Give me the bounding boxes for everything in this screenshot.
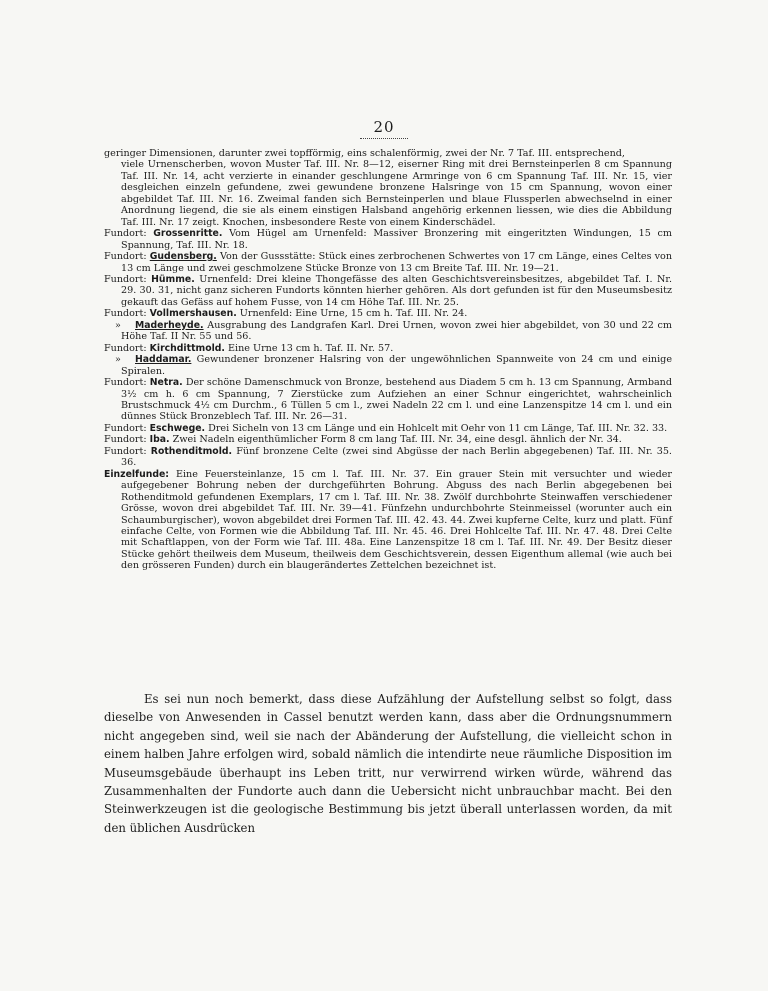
entry-einzelfunde: Einzelfunde: Eine Feuersteinlanze, 15 cm l. Taf. III. Nr. 37. Ein grauer Stein mit versuchter und wieder aufgegebener Bohrung neben der durchgeführten Bohrung. Abguss des nach Berlin abgegebenen bei Rothenditmold gefundenen Exemplars, 17 cm l. Taf. III. Nr. 38. Zwölf durchbohrte Steinwaffen verschiedener Grösse, wovon drei abgebildet Taf. III. Nr. 39—41. Fünfzehn undurchbohrte Steinmeissel (worunter auch ein Schaumburgischer), wovon abgebildet drei Formen Taf. III. 42. 43. 44. Zwei kupferne Celte, kurz und platt. Fünf einfache Celte, von Formen wie die Abbildung Taf. III. Nr. 45. 46. Drei Hohlcelte Taf. III. Nr. 47. 48. Drei Celte mit Schaftlappen, von der Form wie Taf. III. 48a. Eine Lanzenspitze 18 cm l. Taf. III. Nr. 49. Der Besitz dieser Stücke gehört theilweis dem Museum, theilweis dem Geschichtsverein, dessen Eigenthum allemal (wie auch bei den grösseren Funden) durch ein blaugerändertes Zettelchen bezeichnet ist.	[104, 468, 672, 572]
entry-kirchdittmold: Fundort: Kirchdittmold. Eine Urne 13 cm h. Taf. II. Nr. 57.	[104, 342, 394, 354]
catalogue-text	[104, 148, 672, 572]
body-text	[104, 690, 672, 837]
body-paragraph: Es sei nun noch bemerkt, dass diese Aufzählung der Aufstellung selbst so folgt, dass dieselbe von Anwesenden in Cassel benutzt werden kann, dass aber die Ordnungsnummern nicht angegeben sind, weil sie nach der Abänderung der Aufstellung, die vielleicht schon in einem halben Jahre erfolgen wird, sobald nämlich die intendirte neue räumliche Disposition im Museumsgebäude überhaupt ins Leben tritt, nur verwirrend wirken würde, während das Zusammenhalten der Fundorte auch dann die Uebersicht nicht unbrauchbar macht. Bei den Steinwerkzeugen ist die geologische Bestimmung bis jetzt überall unterlassen worden, da mit den üblichen Ausdrücken	[104, 692, 672, 835]
page-number: 20	[0, 118, 768, 139]
intro-first-line: geringer Dimensionen, darunter zwei topfförmig, eins schalenförmig, zwei der Nr. 7 Taf. III. entsprechend,	[104, 148, 625, 159]
entry-iba: Fundort: Iba. Zwei Nadeln eigenthümlicher Form 8 cm lang Taf. III. Nr. 34, eine desgl. ähnlich der Nr. 34.	[104, 434, 622, 446]
entry-vollmershausen: Fundort: Vollmershausen. Urnenfeld: Eine Urne, 15 cm h. Taf. III. Nr. 24.	[104, 308, 468, 320]
intro-continuation: viele Urnenscherben, wovon Muster Taf. III. Nr. 8—12, eiserner Ring mit drei Bernsteinperlen 8 cm Spannung Taf. III. Nr. 14, acht verzierte in einander geschlungene Armringe von 6 cm Spannung Taf. III. Nr. 15, vier desgleichen einzeln gefundene, zwei gewundene bronzene Halsringe von 15 cm Spannung, wovon einer abgebildet Taf. III. Nr. 16. Zweimal fanden sich Bernsteinperlen und blaue Flussperlen abwechselnd in einer Anordnung liegend, die sie als einem einstigen Halsband angehörig erkennen liessen, wie dies die Abbildung Taf. III. Nr. 17 zeigt. Knochen, insbesondere Reste von einem Kinderschädel.	[121, 159, 672, 228]
entry-haddamar: » Haddamar. Gewundener bronzener Halsring von der ungewöhnlichen Spannweite von 24 cm und einige Spiralen.	[115, 354, 672, 377]
entry-rothenditmold: Fundort: Rothenditmold. Fünf bronzene Celte (zwei sind Abgüsse der nach Berlin abgegebenen) Taf. III. Nr. 35. 36.	[104, 445, 672, 469]
entry-gudensberg: Fundort: Gudensberg. Von der Gussstätte: Stück eines zerbrochenen Schwertes von 17 cm Länge, eines Celtes von 13 cm Länge und zwei geschmolzene Stücke Bronze von 13 cm Breite Taf. III. Nr. 19—21.	[104, 251, 672, 274]
entry-eschwege: Fundort: Eschwege. Drei Sicheln von 13 cm Länge und ein Hohlcelt mit Oehr von 11 cm Länge, Taf. III. Nr. 32. 33.	[104, 422, 668, 434]
page-number-rule	[360, 138, 408, 139]
entry-netra: Fundort: Netra. Der schöne Damenschmuck von Bronze, bestehend aus Diadem 5 cm h. 13 cm Spannung, Armband 3½ cm h. 6 cm Spannung, 7 Zierstücke zum Aufziehen an einer Schnur eingerichtet, wahrscheinlich Brustschmuck 4½ cm Durchm., 6 Tüllen 5 cm l., zwei Nadeln 22 cm l. und eine Lanzenspitze 14 cm l. und ein dünnes Stück Bronzeblech Taf. III. Nr. 26—31.	[104, 377, 672, 423]
entry-maderheyde: » Maderheyde. Ausgrabung des Landgrafen Karl. Drei Urnen, wovon zwei hier abgebildet, von 30 und 22 cm Höhe Taf. II Nr. 55 und 56.	[115, 319, 672, 343]
entry-grossenritte: Fundort: Grossenritte. Vom Hügel am Urnenfeld: Massiver Bronzering mit eingeritzten Windungen, 15 cm Spannung, Taf. III. Nr. 18.	[104, 228, 672, 251]
entry-huemme: Fundort: Hümme. Urnenfeld: Drei kleine Thongefässe des alten Geschichtsvereinsbesitzes, abgebildet Taf. I. Nr. 29. 30. 31, nicht ganz sicheren Fundorts könnten hierher gehören. Als dort gefunden ist für den Museumsbesitz gekauft das Gefäss auf hohem Fusse, von 14 cm Höhe Taf. III. Nr. 25.	[104, 273, 672, 308]
